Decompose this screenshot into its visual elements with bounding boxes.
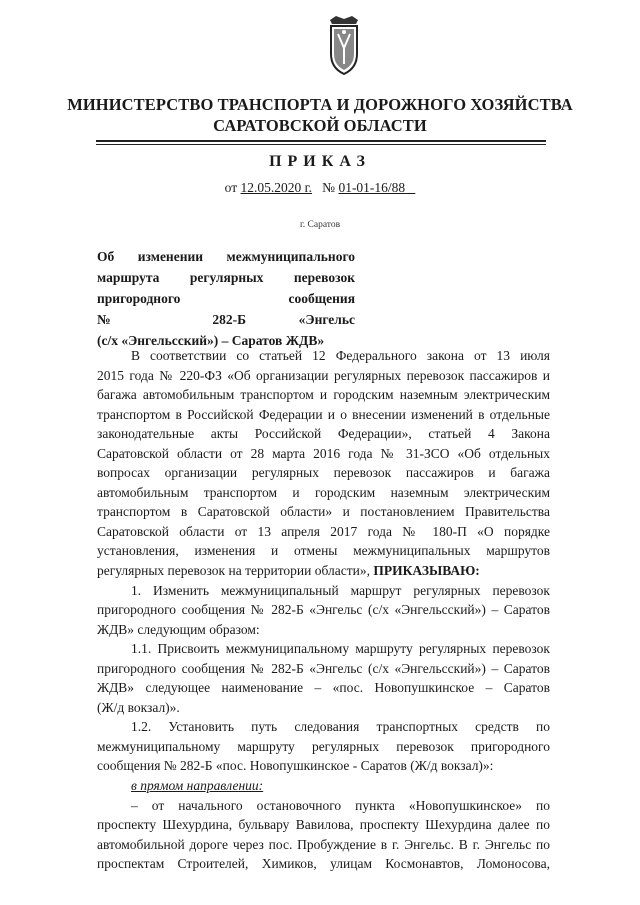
subject-line: Об изменении межмуниципального xyxy=(97,249,355,264)
body-line: Саратовской области от 28 марта 2016 года № 31-ЗСО «Об отдельных xyxy=(97,445,550,461)
body-line: 2015 года № 220-ФЗ «Об организации регулярных перевозок пассажиров и xyxy=(97,367,550,383)
order-keyword: ПРИКАЗЫВАЮ: xyxy=(373,563,480,579)
number-prefix: № xyxy=(322,180,336,195)
body-line: багажа автомобильным транспортом и городским наземным электрическим xyxy=(97,387,550,403)
body-line: проспектам Строителей, Химиков, улицам Космонавтов, Ломоносова, xyxy=(97,856,550,872)
order-date: 12.05.2020 г. xyxy=(240,180,313,195)
body-line: пригородного сообщения № 282-Б «Энгельс (с/х «Энгельсский») – Саратов xyxy=(97,602,550,618)
body-line: транспортом в Российской Федерации и о внесении изменений в отдельные xyxy=(97,406,550,422)
body-line: установления, изменения и отмены межмуниципальных маршрутов xyxy=(97,543,550,559)
body-line: 1.2. Установить путь следования транспортных средств по xyxy=(131,719,550,735)
ministry-name-line1: МИНИСТЕРСТВО ТРАНСПОРТА И ДОРОЖНОГО ХОЗЯЙСТВА xyxy=(67,95,573,114)
body-line: проспекту Шехурдина, бульвару Вавилова, проспекту Шехурдина далее по xyxy=(97,817,550,833)
body-line-with-order-word xyxy=(97,561,550,581)
body-line: 1. Изменить межмуниципальный маршрут регулярных перевозок xyxy=(131,582,550,598)
body-line: автомобильной дороге через пос. Пробуждение в г. Энгельс. В г. Энгельс по xyxy=(97,836,550,852)
body-line: вопросах организации регулярных перевозок пассажиров и багажа xyxy=(97,465,550,481)
order-subject xyxy=(97,246,355,351)
ministry-name-line2: САРАТОВСКОЙ ОБЛАСТИ xyxy=(213,116,427,135)
body-line: транспортом в Саратовской области» и постановлением Правительства xyxy=(97,504,550,520)
body-line: межмуниципальному маршруту регулярных перевозок пригородного xyxy=(97,738,550,754)
date-number-line xyxy=(0,180,640,196)
header-rule-thin xyxy=(96,144,546,145)
body-line: (Ж/д вокзал)». xyxy=(97,699,180,715)
header-rule-thick xyxy=(96,140,546,142)
direction-heading: в прямом направлении: xyxy=(131,778,264,794)
body-line: законодательные акты Российской Федерации», статьей 4 Закона xyxy=(97,426,550,442)
body-line: ЖДВ» следующим образом: xyxy=(97,621,260,637)
body-line: 1.1. Присвоить межмуниципальному маршруту регулярных перевозок xyxy=(131,641,550,657)
body-line: сообщения № 282-Б «пос. Новопушкинское - Саратов (Ж/д вокзал)»: xyxy=(97,758,494,774)
order-body xyxy=(97,346,550,874)
subject-line: маршрута регулярных перевозок xyxy=(97,270,355,285)
body-line: регулярных перевозок на территории области», xyxy=(97,563,370,579)
body-line: пригородного сообщения № 282-Б «Энгельс (с/х «Энгельсский») – Саратов xyxy=(97,660,550,676)
body-line: – от начального остановочного пункта «Новопушкинское» по xyxy=(131,797,550,813)
date-prefix: от xyxy=(224,180,238,195)
city-label: г. Саратов xyxy=(299,220,341,230)
body-line: автомобильным транспортом и городским наземным электрическим xyxy=(97,484,550,500)
body-line: Саратовской области от 13 апреля 2017 года № 180-П «О порядке xyxy=(97,523,550,539)
subject-line: (с/х «Энгельсский») – Саратов ЖДВ» xyxy=(97,333,325,348)
document-type-title: ПРИКАЗ xyxy=(269,153,371,170)
coat-of-arms-emblem xyxy=(326,14,362,78)
body-line: В соответствии со статьей 12 Федерального закона от 13 июля xyxy=(131,348,550,363)
order-number: 01-01-16/88 xyxy=(338,180,406,195)
subject-line: № 282-Б «Энгельс xyxy=(97,312,355,327)
subject-line: пригородного сообщения xyxy=(97,291,355,306)
body-line: ЖДВ» следующее наименование – «пос. Новопушкинское – Саратов xyxy=(97,680,550,696)
